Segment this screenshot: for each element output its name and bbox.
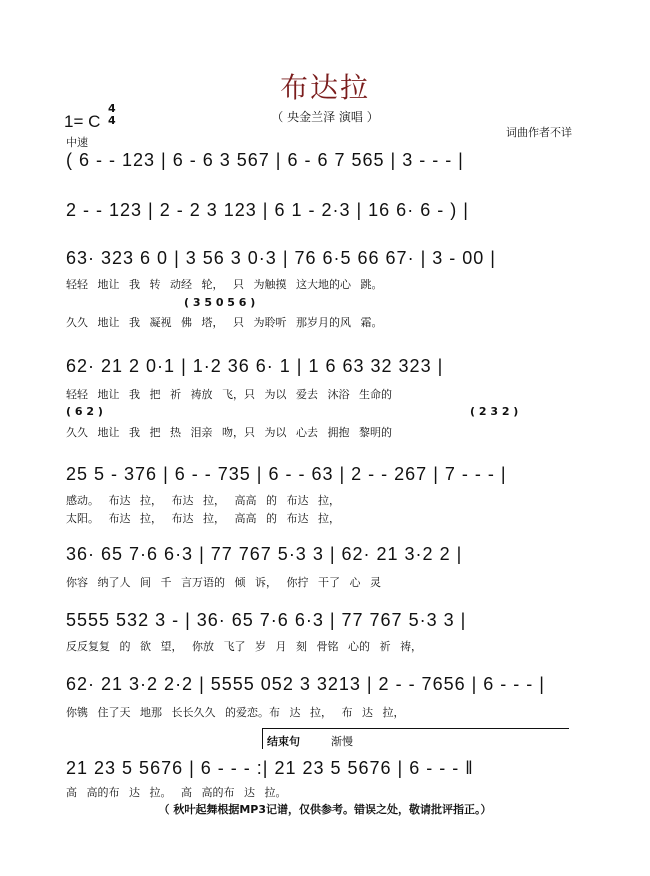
ending-tempo: 渐慢 xyxy=(331,735,353,748)
tempo-marking: 中速 xyxy=(66,136,88,149)
lyrics-verse-1: 高 高的布 达 拉。 高 高的布 达 拉。 xyxy=(66,786,287,799)
notation-line: 63· 323 6 0 | 3 56 3 0·3 | 76 6·5 66 67· | 3 - 00 | xyxy=(66,248,496,268)
lyrics-verse-1: 你镌 住了天 地那 长长久久 的爱恋。布 达 拉， 布 达 拉， xyxy=(66,706,405,719)
notation-line: 2 - - 123 | 2 - 2 3 123 | 6 1 - 2·3 | 16 6· 6 - ) | xyxy=(66,200,469,220)
ending-label: 结束句 xyxy=(267,735,300,748)
alt-notation: ( 6 2 ) xyxy=(66,405,103,418)
time-signature xyxy=(108,103,116,127)
notation-line: 25 5 - 376 | 6 - - 735 | 6 - - 63 | 2 - - 267 | 7 - - - | xyxy=(66,464,507,484)
time-signature-top: 4 xyxy=(108,102,116,115)
transcription-note: （ 秋叶起舞根据MP3记谱，仅供参考。错误之处，敬请批评指正。） xyxy=(158,803,492,816)
time-signature-bottom: 4 xyxy=(108,114,116,127)
alt-notation: ( 2 3 2 ) xyxy=(470,405,519,418)
lyrics-verse-2: 太阳。 布达 拉， 布达 拉， 高高 的 布达 拉， xyxy=(66,512,340,525)
lyrics-verse-2: 久久 地让 我 把 热 泪亲 吻，只 为以 心去 拥抱 黎明的 xyxy=(66,426,392,439)
notation-line: 36· 65 7·6 6·3 | 77 767 5·3 3 | 62· 21 3·2 2 | xyxy=(66,544,463,564)
alt-notation: ( 3 5 0 5 6 ) xyxy=(184,296,256,309)
lyrics-verse-1: 轻轻 地让 我 把 祈 祷放 飞，只 为以 爱去 沐浴 生命的 xyxy=(66,388,392,401)
notation-line: 5555 532 3 - | 36· 65 7·6 6·3 | 77 767 5·3 3 | xyxy=(66,610,467,630)
composer-credit: 词曲作者不详 xyxy=(506,126,572,139)
notation-line: 62· 21 3·2 2·2 | 5555 052 3 3213 | 2 - - 7656 | 6 - - - | xyxy=(66,674,545,694)
notation-line: 21 23 5 5676 | 6 - - - :| 21 23 5 5676 | 6 - - - ‖ xyxy=(66,758,474,778)
lyrics-verse-1: 感动。 布达 拉， 布达 拉， 高高 的 布达 拉， xyxy=(66,494,340,507)
notation-line: ( 6 - - 123 | 6 - 6 3 567 | 6 - 6 7 565 | 3 - - - | xyxy=(66,150,464,170)
notation-line: 62· 21 2 0·1 | 1·2 36 6· 1 | 1 6 63 32 323 | xyxy=(66,356,444,376)
lyrics-verse-2: 久久 地让 我 凝视 佛 塔， 只 为聆听 那岁月的风 霜。 xyxy=(66,316,383,329)
lyrics-verse-1: 轻轻 地让 我 转 动经 轮， 只 为触摸 这大地的心 跳。 xyxy=(66,278,383,291)
lyrics-verse-1: 你容 纳了人 间 千 言万语的 倾 诉， 你拧 干了 心 灵 xyxy=(66,576,381,589)
key-signature: 1= C xyxy=(64,112,101,131)
lyrics-verse-1: 反反复复 的 欲 望， 你放 飞了 岁 月 刻 骨铭 心的 祈 祷， xyxy=(66,640,422,653)
song-title: 布达拉 xyxy=(279,71,370,104)
performer-credit: （ 央金兰泽 演唱 ） xyxy=(271,110,379,124)
ending-bracket xyxy=(262,728,569,749)
